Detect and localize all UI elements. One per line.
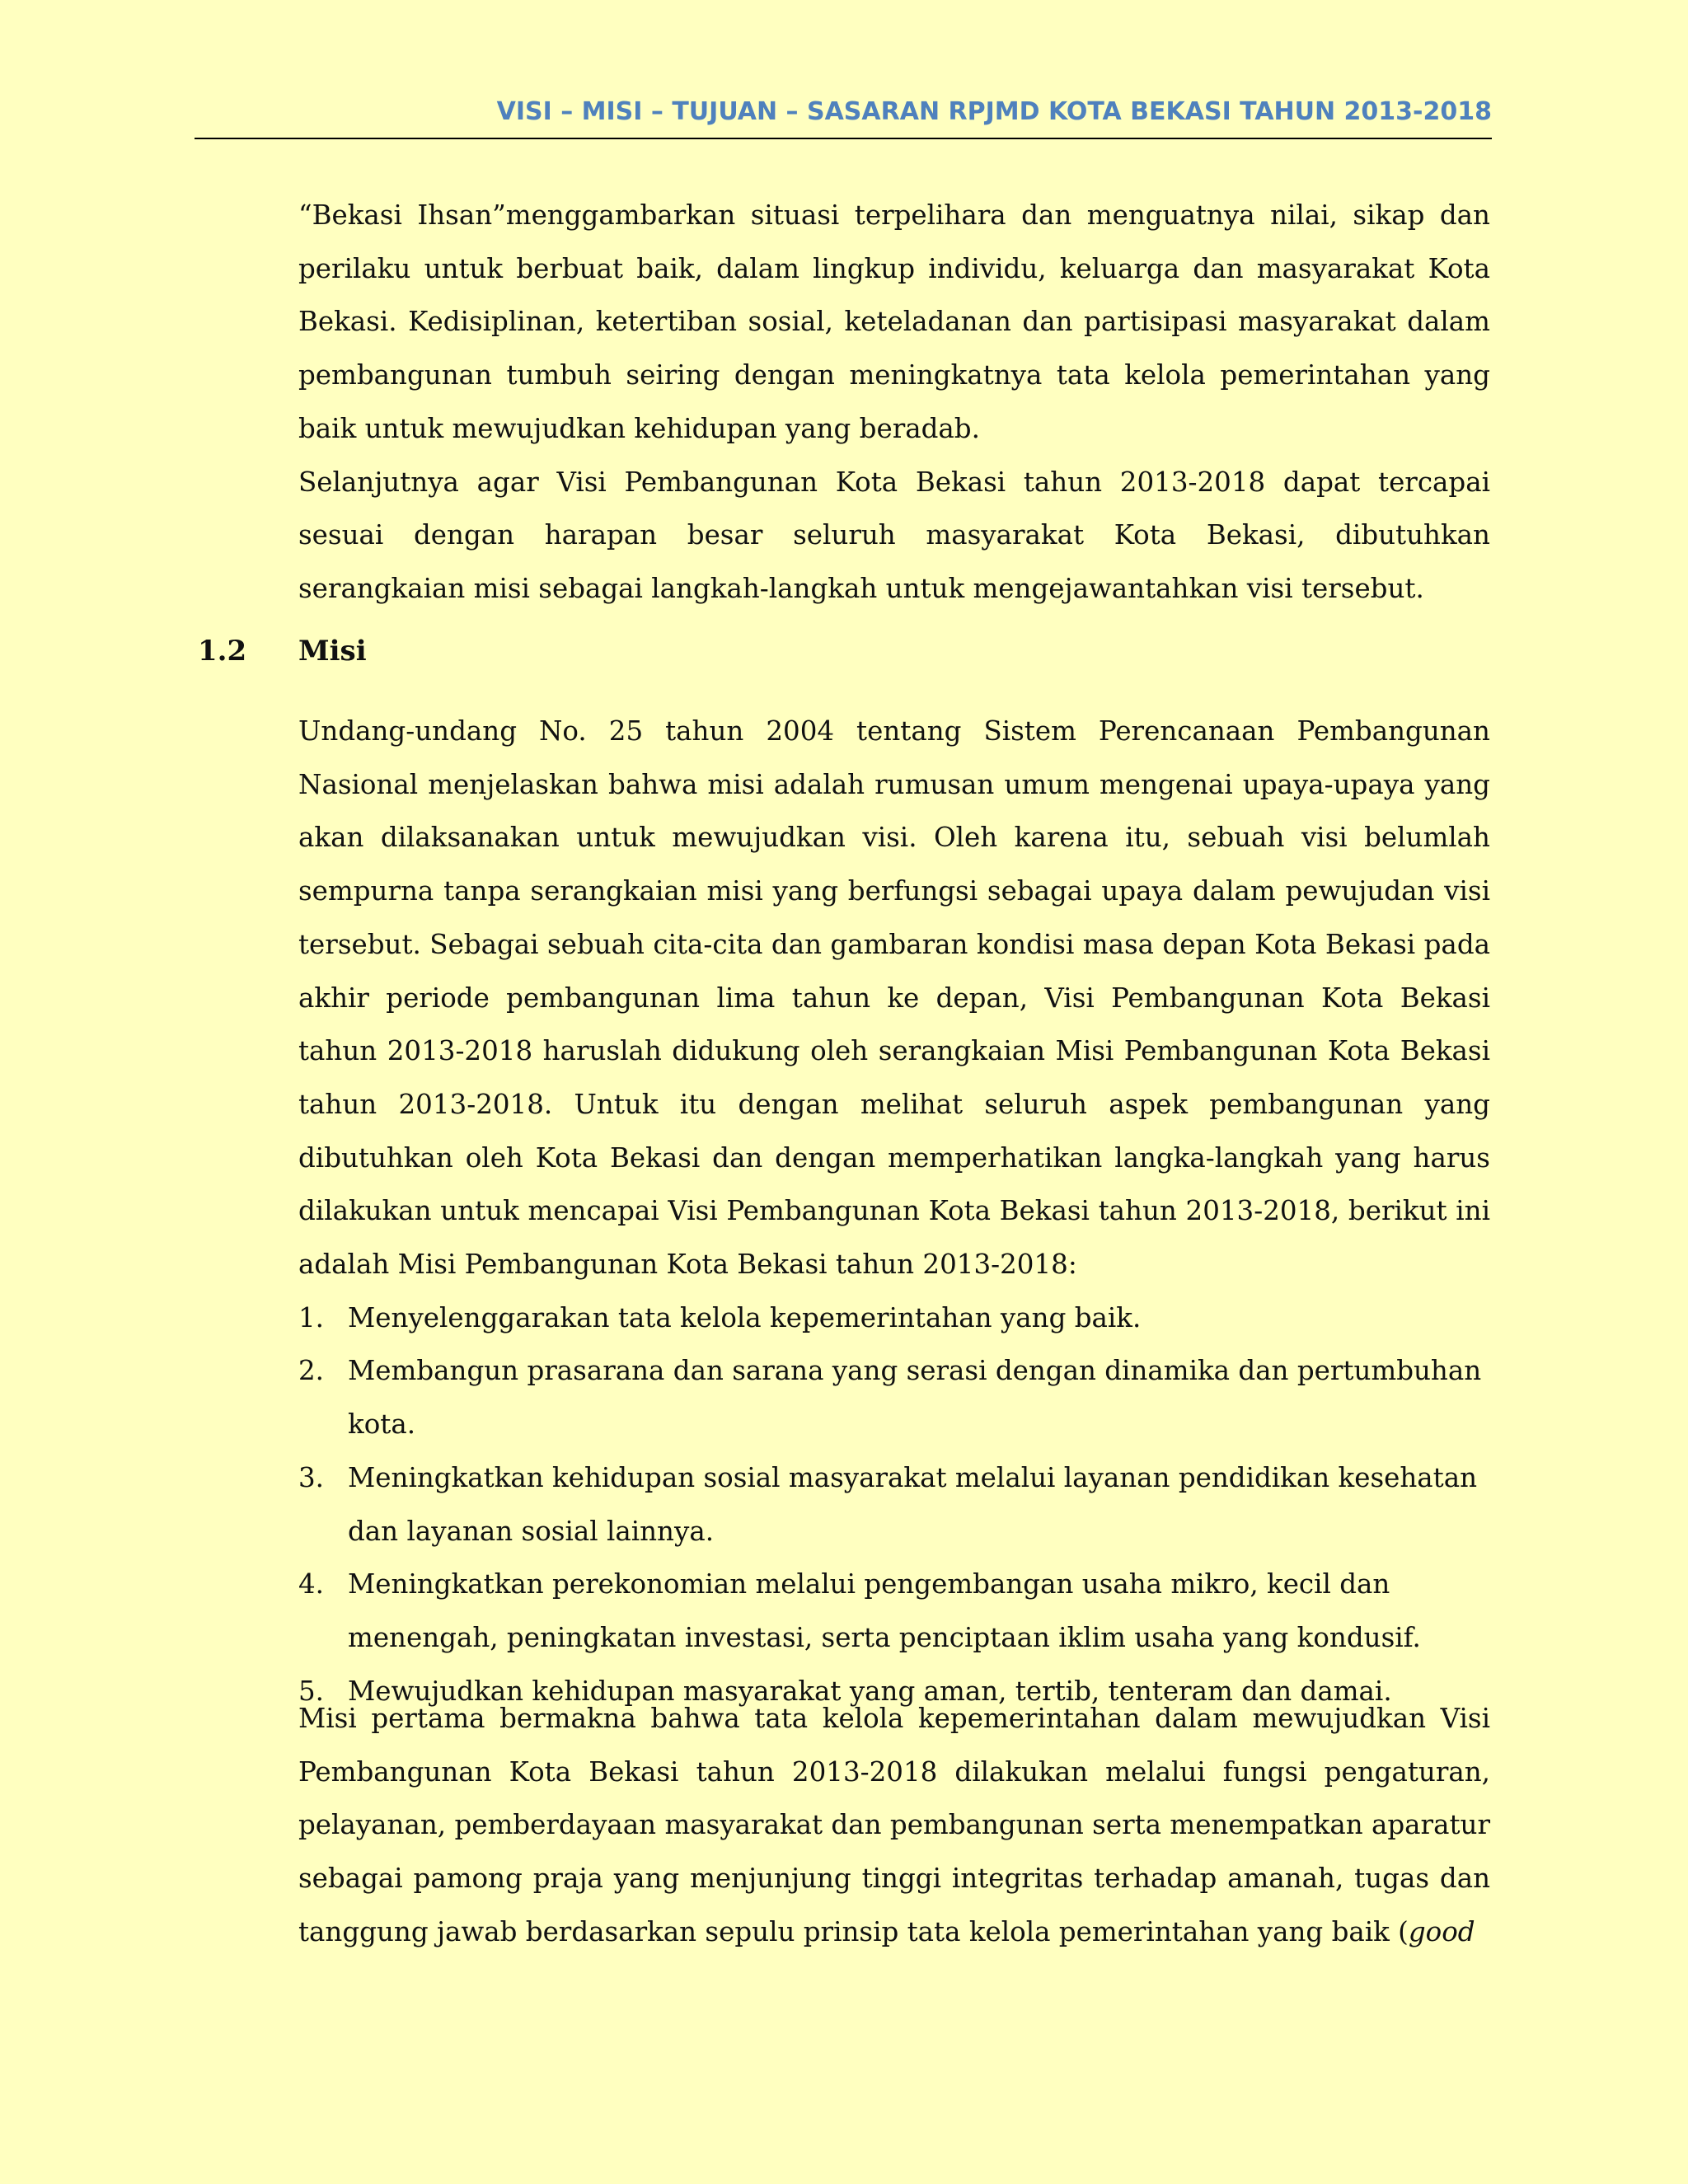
header-rule — [195, 138, 1492, 139]
misi-paragraph: Undang-undang No. 25 tahun 2004 tentang Sistem Perencanaan Pembangunan Nasional menjelaskan bahwa misi adalah rumusan umum mengenai upaya-upaya yang akan dilaksanakan untuk mewujudkan visi. Oleh karena itu, sebuah visi belumlah sempurna tanpa serangkaian misi yang berfungsi sebagai upaya dalam pewujudan visi tersebut. Sebagai sebuah cita-cita dan gambaran kondisi masa depan Kota Bekasi pada akhir periode pembangunan lima tahun ke depan, Visi Pembangunan Kota Bekasi tahun 2013-2018 haruslah didukung oleh serangkaian Misi Pembangunan Kota Bekasi tahun 2013-2018. Untuk itu dengan melihat seluruh aspek pembangunan yang dibutuhkan oleh Kota Bekasi dan dengan memperhatikan langka-langkah yang harus dilakukan untuk mencapai Visi Pembangunan Kota Bekasi tahun 2013-2018, berikut ini adalah Misi Pembangunan Kota Bekasi tahun 2013-2018: — [298, 715, 1490, 1281]
misi-item-text: Meningkatkan kehidupan sosial masyarakat melalui layanan pendidikan kesehatan dan layanan sosial lainnya. — [348, 1461, 1478, 1547]
intro-paragraph-1: “Bekasi Ihsan”menggambarkan situasi terpelihara dan menguatnya nilai, sikap dan perilaku untuk berbuat baik, dalam lingkup individu, keluarga dan masyarakat Kota Bekasi. Kedisiplinan, ketertiban sosial, keteladanan dan partisipasi masyarakat dalam pembangunan tumbuh seiring dengan meningkatnya tata kelola pemerintahan yang baik untuk mewujudkan kehidupan yang beradab. — [298, 199, 1490, 444]
misi-item — [298, 1451, 1490, 1558]
misi-item — [298, 1291, 1490, 1345]
intro-section — [298, 189, 1490, 616]
section-heading — [198, 628, 367, 674]
misi-item-text: Mewujudkan kehidupan masyarakat yang aman, tertib, tenteram dan damai. — [348, 1675, 1392, 1707]
misi-item-text: Meningkatkan perekonomian melalui pengembangan usaha mikro, kecil dan menengah, peningkatan investasi, serta penciptaan iklim usaha yang kondusif. — [348, 1568, 1421, 1653]
misi-item-number: 2. — [298, 1355, 325, 1387]
running-header: VISI – MISI – TUJUAN – SASARAN RPJMD KOTA BEKASI TAHUN 2013-2018 — [496, 97, 1492, 126]
section-number: 1.2 — [198, 635, 247, 668]
closing-paragraph — [298, 1692, 1490, 1959]
closing-text: Misi pertama bermakna bahwa tata kelola kepemerintahan dalam mewujudkan Visi Pembangunan Kota Bekasi tahun 2013-2018 dilakukan melalui fungsi pengaturan, pelayanan, pemberdayaan masyarakat dan pembangunan serta menempatkan aparatur sebagai pamong praja yang menjunjung tinggi integritas terhadap amanah, tugas dan tanggung jawab berdasarkan sepulu prinsip tata kelola pemerintahan yang baik ( — [298, 1703, 1490, 1947]
misi-item-number: 5. — [298, 1675, 325, 1707]
intro-paragraph-2: Selanjutnya agar Visi Pembangunan Kota Bekasi tahun 2013-2018 dapat tercapai sesuai dengan harapan besar seluruh masyarakat Kota Bekasi, dibutuhkan serangkaian misi sebagai langkah-langkah untuk mengejawantahkan visi tersebut. — [298, 466, 1490, 604]
closing-section — [298, 1692, 1490, 1959]
section-title: Misi — [298, 635, 367, 668]
closing-italic-text: good — [1408, 1915, 1475, 1947]
misi-item-number: 1. — [298, 1301, 325, 1333]
misi-item-text: Menyelenggarakan tata kelola kepemerintahan yang baik. — [348, 1301, 1142, 1333]
misi-item-number: 3. — [298, 1461, 325, 1493]
misi-item — [298, 1558, 1490, 1664]
misi-item — [298, 1344, 1490, 1451]
misi-section — [298, 705, 1490, 1718]
misi-list — [298, 1291, 1490, 1718]
misi-item-number: 4. — [298, 1568, 325, 1601]
misi-item-text: Membangun prasarana dan sarana yang serasi dengan dinamika dan pertumbuhan kota. — [348, 1355, 1482, 1441]
